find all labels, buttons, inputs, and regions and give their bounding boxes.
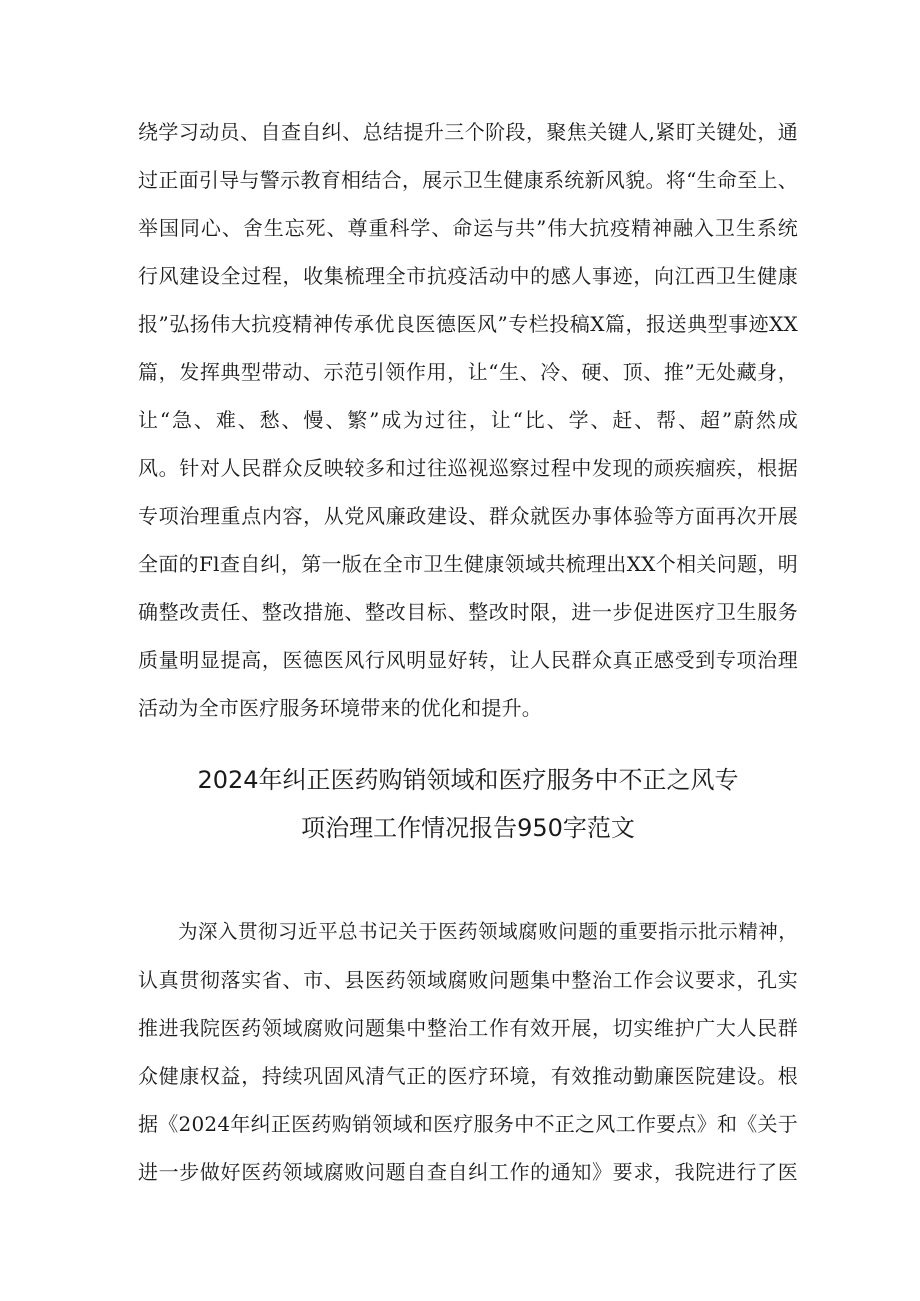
text-line: 推进我院医药领域腐败问题集中整治工作有效开展，切实维护广大人民群 — [138, 1016, 798, 1040]
text-line: 全面的Fl查自纠，第一版在全市卫生健康领域共梳理出XX个相关问题，明 — [138, 552, 798, 576]
text-line: 认真贯彻落实省、市、县医药领域腐败问题集中整治工作会议要求，孔实 — [138, 968, 798, 992]
text-line: 确整改责任、整改措施、整改目标、整改时限，进一步促进医疗卫生服务 — [138, 600, 798, 624]
text-line: 活动为全市医疗服务环境带来的优化和提升。 — [138, 696, 542, 720]
body-paragraph-2 — [138, 908, 798, 1196]
text-line: 众健康权益，持续巩固风清气正的医疗环境，有效推动勤廉医院建设。根 — [138, 1064, 798, 1088]
text-line: 行风建设全过程，收集梳理全市抗疫活动中的感人事迹，向江西卫生健康 — [138, 264, 798, 288]
text-line: 专项治理重点内容，从党风廉政建设、群众就医办事体验等方面再次开展 — [138, 504, 798, 528]
text-line: 绕学习动员、自查自纠、总结提升三个阶段，聚焦关键人,紧盯关键处，通 — [138, 120, 798, 144]
heading-line-1: 2024年纠正医药购销领域和医疗服务中不正之风专 — [197, 766, 739, 794]
text-line: 为深入贯彻习近平总书记关于医药领域腐败问题的重要指示批示精神， — [178, 920, 798, 943]
text-line: 过正面引导与警示教育相结合，展示卫生健康系统新风貌。将“生命至上、 — [138, 168, 798, 192]
text-line: 举国同心、舍生忘死、尊重科学、命运与共”伟大抗疫精神融入卫生系统 — [138, 216, 798, 240]
text-line: 报”弘扬伟大抗疫精神传承优良医德医风”专栏投稿X篇，报送典型事迹XX — [138, 312, 798, 336]
section-heading — [138, 756, 798, 852]
heading-line-2: 项治理工作情况报告950字范文 — [301, 814, 635, 842]
text-line: 篇，发挥典型带动、示范引领作用，让“生、冷、硬、顶、推”无处藏身， — [138, 360, 798, 384]
text-line: 进一步做好医药领域腐败问题自查自纠工作的通知》要求，我院进行了医 — [138, 1160, 798, 1184]
body-paragraph-1 — [138, 108, 798, 732]
text-line: 据《2024年纠正医药购销领域和医疗服务中不正之风工作要点》和《关于 — [138, 1112, 798, 1136]
text-line: 让“急、难、愁、慢、繁”成为过往，让“比、学、赶、帮、超”蔚然成 — [138, 408, 798, 432]
text-line: 风。针对人民群众反映较多和过往巡视巡察过程中发现的顽疾痼疾，根据 — [138, 456, 798, 480]
text-line: 质量明显提高，医德医风行风明显好转，让人民群众真正感受到专项治理 — [138, 648, 798, 672]
